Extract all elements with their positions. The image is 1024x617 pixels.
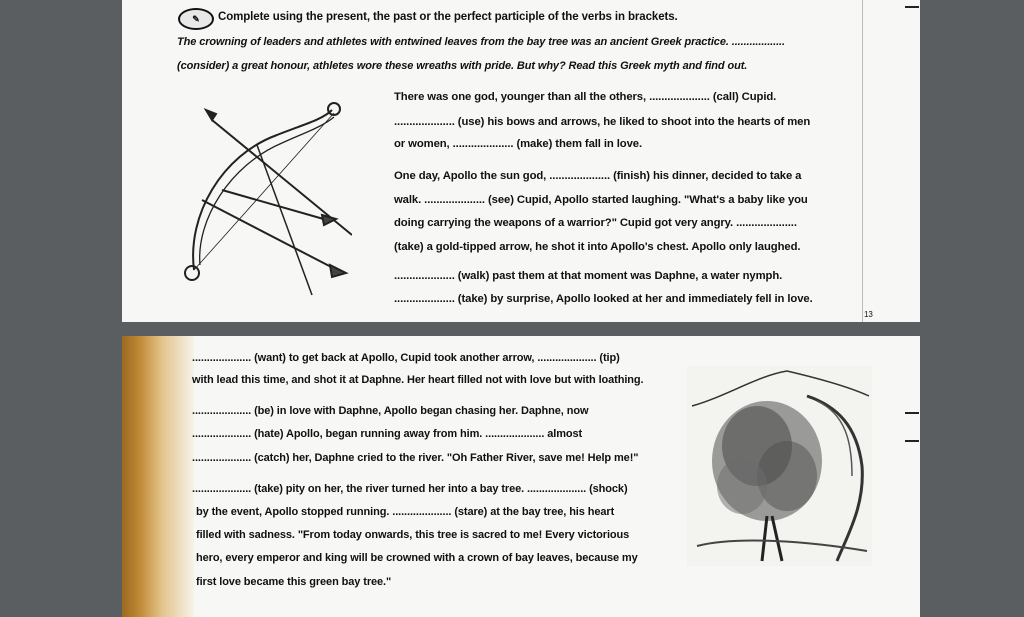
story-line-10: .................... (want) to get back at Apollo, Cupid took another arrow, .................... (tip) [192, 352, 620, 364]
story-line-12: .................... (be) in love with Daphne, Apollo began chasing her. Daphne, now [192, 405, 589, 417]
story-line-5: walk. .................... (see) Cupid, Apollo started laughing. "What's a baby like you [394, 194, 808, 206]
bow-and-arrows-illustration [182, 95, 352, 305]
story-line-6: doing carrying the weapons of a warrior?" Cupid got very angry. .................... [394, 217, 797, 229]
worksheet-page-top [122, 0, 920, 322]
scan-edge-mark [905, 412, 919, 414]
story-line-18: hero, every emperor and king will be crowned with a crown of bay leaves, because my [196, 552, 638, 564]
story-line-4: One day, Apollo the sun god, .................... (finish) his dinner, decided to take a [394, 170, 802, 182]
story-line-9: .................... (take) by surprise, Apollo looked at her and immediately fell in love. [394, 293, 813, 305]
page-edge-line [862, 0, 863, 322]
story-line-13: .................... (hate) Apollo, began running away from him. .................... almost [192, 428, 583, 440]
margin-number: 13 [864, 310, 873, 319]
worksheet-page-bottom [122, 336, 920, 617]
scan-edge-mark [905, 6, 919, 8]
exercise-instruction: Complete using the present, the past or the perfect participle of the verbs in brackets. [218, 11, 678, 23]
story-line-15: .................... (take) pity on her, the river turned her into a bay tree. .................... (shock) [192, 483, 628, 495]
intro-line-2: (consider) a great honour, athletes wore these wreaths with pride. But why? Read this Greek myth and find out. [177, 60, 748, 72]
exercise-badge-icon: ✎ [178, 8, 214, 30]
story-line-2: .................... (use) his bows and arrows, he liked to shoot into the hearts of men [394, 116, 811, 128]
story-line-1: There was one god, younger than all the others, .................... (call) Cupid. [394, 91, 777, 103]
story-line-11: with lead this time, and shot it at Daphne. Her heart filled not with love but with loathing. [192, 374, 644, 386]
story-line-14: .................... (catch) her, Daphne cried to the river. "Oh Father River, save me! Help me!" [192, 452, 639, 464]
bay-tree-illustration [687, 366, 872, 566]
story-line-7: (take) a gold-tipped arrow, he shot it into Apollo's chest. Apollo only laughed. [394, 241, 801, 253]
book-spine-shadow [122, 336, 194, 617]
story-line-16: by the event, Apollo stopped running. .................... (stare) at the bay tree, his heart [196, 506, 615, 518]
story-line-3: or women, .................... (make) them fall in love. [394, 138, 643, 150]
story-line-17: filled with sadness. "From today onwards, this tree is sacred to me! Every victorious [196, 529, 630, 541]
story-line-19: first love became this green bay tree." [196, 576, 392, 588]
intro-line-1: The crowning of leaders and athletes with entwined leaves from the bay tree was an ancient Greek practice. .................. [177, 36, 785, 48]
story-line-8: .................... (walk) past them at that moment was Daphne, a water nymph. [394, 270, 783, 282]
scan-edge-mark [905, 440, 919, 442]
